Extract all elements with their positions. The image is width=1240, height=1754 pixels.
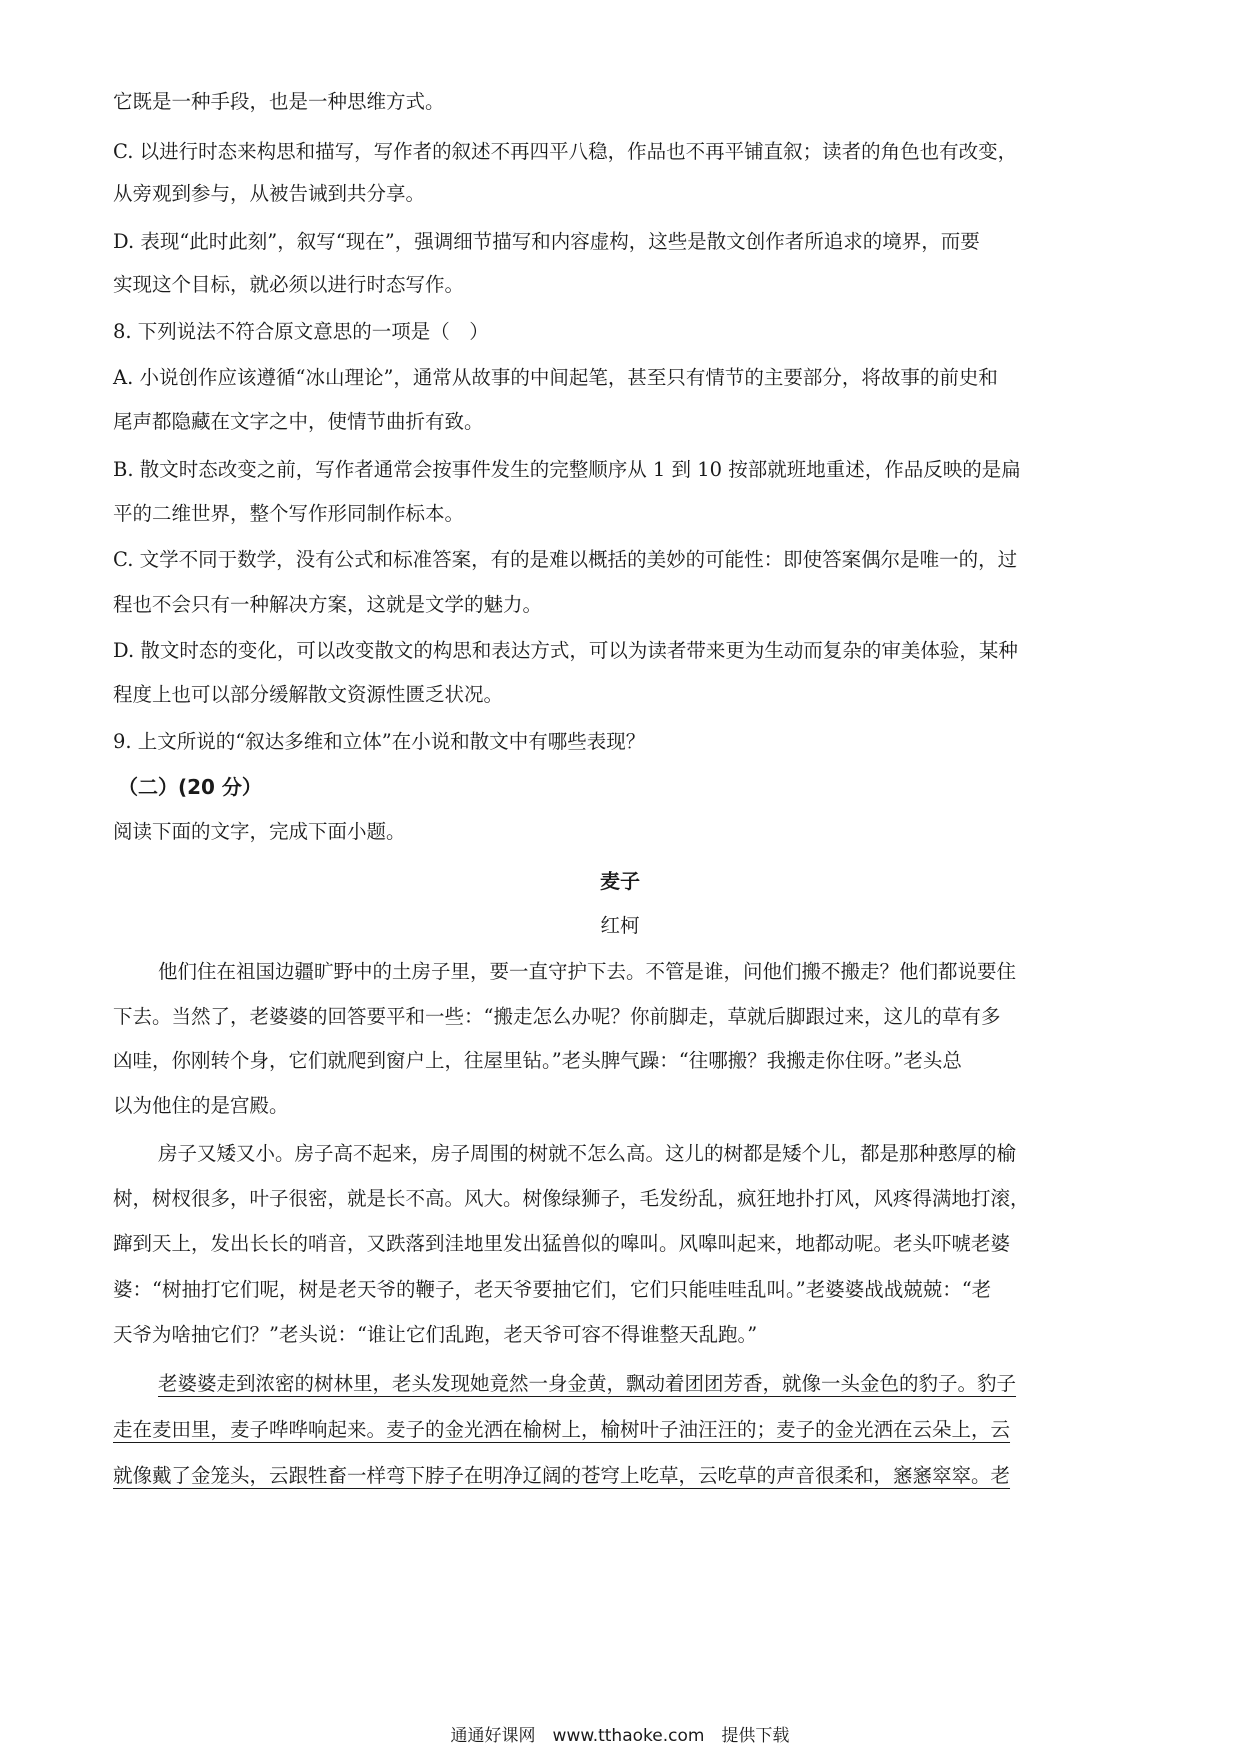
underlined-story-line: 就像戴了金笼头，云跟牲畜一样弯下脖子在明净辽阔的苍穹上吃草，云吃草的声音很柔和，窸窸窣窣。老 bbox=[113, 1464, 1011, 1487]
text-line: 程度上也可以部分缓解散文资源性匮乏状况。 bbox=[113, 683, 504, 706]
story-line: 天爷为啥抽它们？”老头说：“谁让它们乱跑，老天爷可容不得谁整天乱跑。” bbox=[113, 1323, 758, 1346]
instruction-line: 阅读下面的文字，完成下面小题。 bbox=[113, 820, 406, 843]
option-b-line: B. 散文时态改变之前，写作者通常会按事件发生的完整顺序从 1 到 10 按部就班地重述，作品反映的是扁 bbox=[113, 458, 1021, 481]
option-d-line: D. 散文时态的变化，可以改变散文的构思和表达方式，可以为读者带来更为生动而复杂的审美体验，某种 bbox=[113, 639, 1018, 662]
story-author: 红柯 bbox=[600, 914, 640, 937]
question-9: 9. 上文所说的“叙达多维和立体”在小说和散文中有哪些表现？ bbox=[113, 730, 646, 753]
story-line: 凶哇，你刚转个身，它们就爬到窗户上，往屋里钻。”老头脾气躁：“往哪搬？我搬走你住呀。”老头总 bbox=[113, 1049, 962, 1072]
option-d-line: D. 表现“此时此刻”，叙写“现在”，强调细节描写和内容虚构，这些是散文创作者所追求的境界，而要 bbox=[113, 230, 980, 253]
option-c-line: C. 文学不同于数学，没有公式和标准答案，有的是难以概括的美妙的可能性：即使答案偶尔是唯一的，过 bbox=[113, 548, 1018, 571]
text-line: 实现这个目标，就必须以进行时态写作。 bbox=[113, 273, 465, 296]
text-line: 从旁观到参与，从被告诫到共分享。 bbox=[113, 182, 426, 205]
option-a-line: A. 小说创作应该遵循“冰山理论”，通常从故事的中间起笔，甚至只有情节的主要部分，将故事的前史和 bbox=[113, 366, 998, 389]
story-line: 蹿到天上，发出长长的哨音，又跌落到洼地里发出猛兽似的嗥叫。风嗥叫起来，地都动呢。老头吓唬老婆 bbox=[113, 1232, 1011, 1255]
option-c-line: C. 以进行时态来构思和描写，写作者的叙述不再四平八稳，作品也不再平铺直叙；读者的角色也有改变， bbox=[113, 140, 1018, 163]
story-title: 麦子 bbox=[600, 869, 640, 893]
story-line: 下去。当然了，老婆婆的回答要平和一些：“搬走怎么办呢？你前脚走，草就后脚跟过来，这儿的草有多 bbox=[113, 1005, 1001, 1028]
text-line: 它既是一种手段，也是一种思维方式。 bbox=[113, 90, 445, 113]
story-line: 他们住在祖国边疆旷野中的土房子里，要一直守护下去。不管是谁，问他们搬不搬走？他们都说要住 bbox=[158, 960, 1017, 983]
text-line: 平的二维世界，整个写作形同制作标本。 bbox=[113, 502, 465, 525]
page-footer: 通通好课网 www.tthaoke.com 提供下载 bbox=[450, 1726, 790, 1746]
story-line: 房子又矮又小。房子高不起来，房子周围的树就不怎么高。这儿的树都是矮个儿，都是那种憨厚的榆 bbox=[158, 1142, 1017, 1165]
story-line: 树，树杈很多，叶子很密，就是长不高。风大。树像绿狮子，毛发纷乱，疯狂地扑打风，风疼得满地打滚， bbox=[113, 1187, 1030, 1210]
question-8: 8. 下列说法不符合原文意思的一项是（ ） bbox=[113, 320, 489, 343]
section-heading: （二）(20 分） bbox=[118, 775, 262, 799]
text-line: 尾声都隐藏在文字之中，使情节曲折有致。 bbox=[113, 410, 484, 433]
story-line: 婆：“树抽打它们呢，树是老天爷的鞭子，老天爷要抽它们，它们只能哇哇乱叫。”老婆婆战战兢兢：“老 bbox=[113, 1278, 992, 1301]
underlined-story-line: 走在麦田里，麦子哗哗响起来。麦子的金光洒在榆树上，榆树叶子油汪汪的；麦子的金光洒在云朵上，云 bbox=[113, 1418, 1011, 1441]
story-line: 以为他住的是宫殿。 bbox=[113, 1094, 289, 1117]
underlined-story-line: 老婆婆走到浓密的树林里，老头发现她竟然一身金黄，飘动着团团芳香，就像一头金色的豹子。豹子 bbox=[158, 1372, 1017, 1395]
text-line: 程也不会只有一种解决方案，这就是文学的魅力。 bbox=[113, 593, 543, 616]
